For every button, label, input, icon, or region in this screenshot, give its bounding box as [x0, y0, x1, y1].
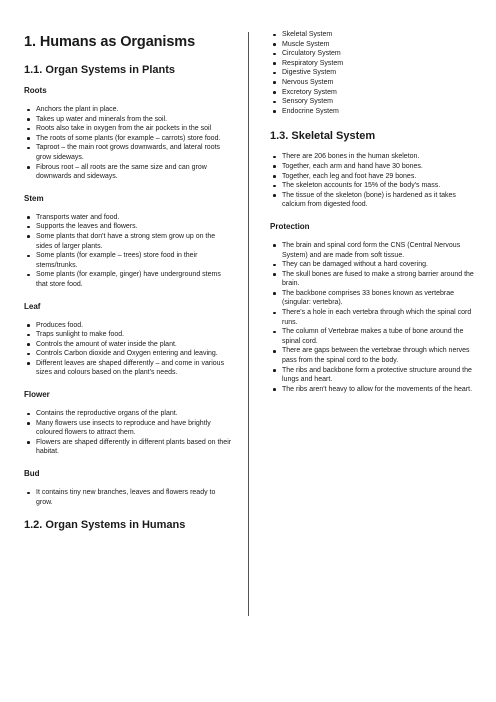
- list-skeletal: [270, 152, 478, 210]
- section-heading-humans: 1.2. Organ Systems in Humans: [24, 519, 186, 532]
- list-item: Traps sunlight to make food.: [36, 330, 232, 340]
- list-item: The tissue of the skeleton (bone) is hardened as it takes calcium from digested food.: [282, 191, 478, 210]
- list-item: Flowers are shaped differently in different plants based on their habitat.: [36, 438, 232, 456]
- list-item: Some plants that don't have a strong stem grow up on the sides of larger plants.: [36, 232, 232, 251]
- list-flower: [24, 409, 232, 457]
- list-item: There are 206 bones in the human skeleton.: [282, 152, 478, 162]
- section-heading-plants: 1.1. Organ Systems in Plants: [24, 64, 176, 76]
- list-stem: [24, 213, 232, 290]
- list-item: Digestive System: [282, 68, 478, 78]
- list-item: Together, each leg and foot have 29 bones.: [282, 172, 478, 182]
- subheading-leaf: Leaf: [24, 301, 41, 311]
- list-item: Contains the reproductive organs of the plant.: [36, 409, 232, 419]
- list-item: Sensory System: [282, 97, 478, 107]
- list-item: Controls Carbon dioxide and Oxygen entering and leaving.: [36, 349, 232, 359]
- list-item: Supports the leaves and flowers.: [36, 222, 232, 232]
- list-protection: [270, 241, 478, 395]
- list-item: The skull bones are fused to make a strong barrier around the brain.: [282, 270, 478, 289]
- list-organ-systems: [270, 30, 478, 116]
- list-item: Taproot – the main root grows downwards, and lateral roots grow sideways.: [36, 143, 232, 162]
- list-item: Excretory System: [282, 88, 478, 98]
- list-item: Some plants (for example – trees) store food in their stems/trunks.: [36, 251, 232, 270]
- column-divider: [248, 32, 249, 616]
- list-item: The backbone comprises 33 bones known as vertebrae (singular: vertebra).: [282, 289, 478, 308]
- list-item: Different leaves are shaped differently – and come in various sizes and colours based on the plant's needs.: [36, 359, 232, 378]
- list-item: Circulatory System: [282, 49, 478, 59]
- list-item: Controls the amount of water inside the plant.: [36, 340, 232, 350]
- list-item: Many flowers use insects to reproduce and have brightly coloured flowers to attract them.: [36, 419, 232, 438]
- subheading-bud: Bud: [24, 469, 40, 479]
- subheading-roots: Roots: [24, 86, 47, 95]
- right-column: [270, 30, 478, 406]
- page-title: 1. Humans as Organisms: [24, 34, 196, 50]
- list-item: Nervous System: [282, 78, 478, 88]
- list-item: Transports water and food.: [36, 213, 232, 223]
- list-item: The ribs aren't heavy to allow for the movements of the heart.: [282, 385, 478, 395]
- list-item: Fibrous root – all roots are the same size and can grow downwards and sideways.: [36, 163, 232, 182]
- list-item: The brain and spinal cord form the CNS (Central Nervous System) and are made from soft tissue.: [282, 241, 478, 260]
- list-item: They can be damaged without a hard covering.: [282, 260, 478, 270]
- list-bud: [24, 488, 232, 507]
- list-roots: [24, 105, 232, 182]
- list-item: The column of Vertebrae makes a tube of bone around the spinal cord.: [282, 327, 478, 346]
- list-item: There are gaps between the vertebrae through which nerves pass from the spinal cord to the body.: [282, 346, 478, 365]
- list-item: Some plants (for example, ginger) have underground stems that store food.: [36, 270, 232, 289]
- subheading-stem: Stem: [24, 193, 44, 203]
- list-item: The ribs and backbone form a protective structure around the lungs and heart.: [282, 366, 478, 385]
- left-column: [24, 34, 232, 541]
- list-item: Muscle System: [282, 40, 478, 50]
- list-leaf: [24, 321, 232, 379]
- list-item: Anchors the plant in place.: [36, 105, 232, 115]
- list-item: Produces food.: [36, 321, 232, 331]
- list-item: Endocrine System: [282, 107, 478, 117]
- subheading-protection: Protection: [270, 221, 310, 231]
- subheading-flower: Flower: [24, 390, 50, 400]
- list-item: Skeletal System: [282, 30, 478, 40]
- section-heading-skeletal: 1.3. Skeletal System: [270, 130, 376, 143]
- list-item: It contains tiny new branches, leaves and flowers ready to grow.: [36, 488, 232, 507]
- list-item: The skeleton accounts for 15% of the body's mass.: [282, 181, 478, 191]
- list-item: Together, each arm and hand have 30 bones.: [282, 162, 478, 172]
- list-item: Roots also take in oxygen from the air pockets in the soil: [36, 124, 232, 134]
- list-item: Respiratory System: [282, 59, 478, 69]
- list-item: There's a hole in each vertebra through which the spinal cord runs.: [282, 308, 478, 327]
- list-item: Takes up water and minerals from the soil.: [36, 115, 232, 125]
- list-item: The roots of some plants (for example – carrots) store food.: [36, 134, 232, 144]
